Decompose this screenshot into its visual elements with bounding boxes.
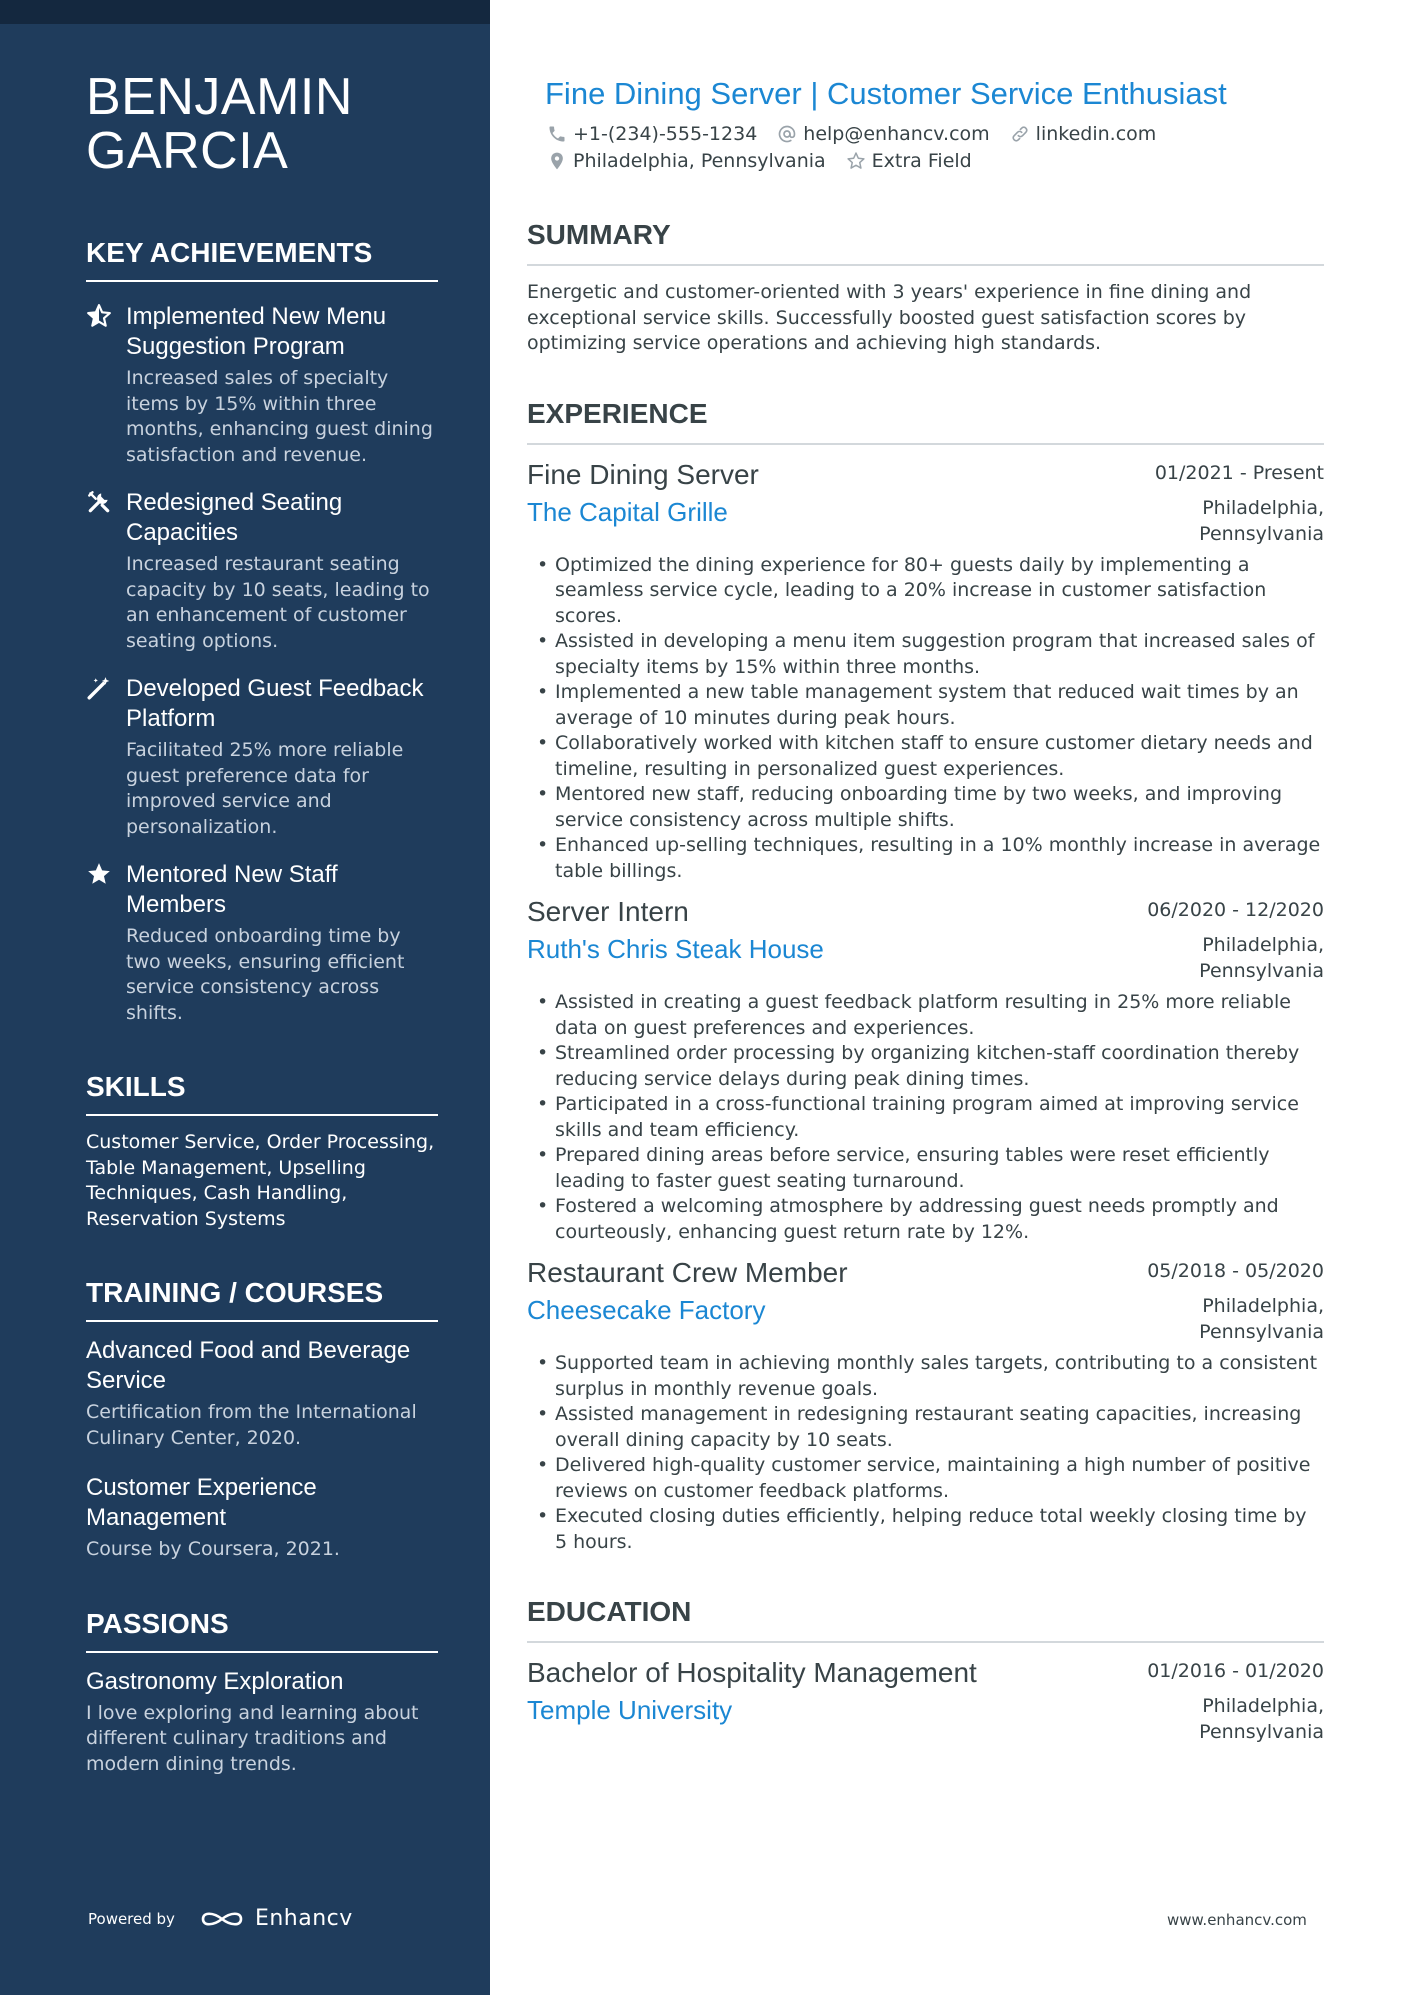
training-heading: TRAINING / COURSES xyxy=(86,1276,438,1322)
job-date: 06/2020 - 12/2020 xyxy=(1147,899,1324,921)
achievement-desc: Increased restaurant seating capacity by 10 seats, leading to an enhancement of customer seating options. xyxy=(126,553,430,652)
degree-title: Bachelor of Hospitality Management xyxy=(527,1657,977,1688)
job-bullet: • Streamlined order processing by organizing kitchen-staff coordination thereby reducing service delays during peak dining times. xyxy=(527,1041,1324,1092)
achievement-title: Implemented New Menu Suggestion Program xyxy=(126,303,387,360)
magic-wand-icon xyxy=(86,675,112,701)
link-item[interactable] xyxy=(1010,123,1157,145)
job-bullet: • Executed closing duties efficiently, helping reduce total weekly closing time by 5 hours. xyxy=(527,1504,1324,1555)
achievement-desc: Increased sales of specialty items by 15% within three months, enhancing guest dining satisfaction and revenue. xyxy=(126,367,433,466)
star-outline-icon xyxy=(846,151,866,171)
summary-heading: SUMMARY xyxy=(527,218,1324,266)
job-entry xyxy=(527,894,1324,1245)
skills-list: Customer Service, Order Processing, Table Management, Upselling Techniques, Cash Handling, Reservation Systems xyxy=(86,1131,435,1230)
job-company: The Capital Grille xyxy=(527,496,728,527)
achievement-desc: Reduced onboarding time by two weeks, ensuring efficient service consistency across shifts. xyxy=(126,925,405,1024)
school-name: Temple University xyxy=(527,1695,733,1725)
job-bullet: • Assisted in developing a menu item suggestion program that increased sales of specialty items by 15% within three months. xyxy=(527,629,1324,680)
powered-by xyxy=(88,1906,353,1932)
enhancv-logo-icon xyxy=(199,1906,245,1932)
summary-text: Energetic and customer-oriented with 3 years' experience in fine dining and exceptional service skills. Successfully boosted guest satisfaction scores by optimizing service operations and achieving high standards. xyxy=(527,281,1252,354)
passion-desc: I love exploring and learning about different culinary traditions and modern dining trends. xyxy=(86,1701,419,1775)
phone-text: +1-(234)-555-1234 xyxy=(573,122,758,145)
education-entry xyxy=(527,1655,1324,1745)
achievement-item xyxy=(86,860,438,1026)
job-title: Fine Dining Server xyxy=(527,458,759,490)
job-bullet: • Collaboratively worked with kitchen staff to ensure customer dietary needs and timeline, resulting in personalized guest experiences. xyxy=(527,731,1324,782)
job-title: Server Intern xyxy=(527,896,689,927)
sidebar xyxy=(0,0,490,1995)
achievement-item xyxy=(86,674,438,840)
passions-section xyxy=(86,1607,438,1778)
extra-text: Extra Field xyxy=(871,149,972,172)
extra-item xyxy=(846,150,972,172)
skills-heading: SKILLS xyxy=(86,1070,438,1116)
location-text: Philadelphia, Pennsylvania xyxy=(573,149,826,172)
education-section xyxy=(527,1595,1324,1745)
star-icon xyxy=(86,861,112,887)
job-date: 01/2021 - Present xyxy=(1154,461,1324,484)
job-company: Cheesecake Factory xyxy=(527,1295,766,1325)
location-pin-icon xyxy=(547,151,567,171)
passion-item xyxy=(86,1667,438,1778)
main-content xyxy=(527,74,1324,1745)
job-date: 05/2018 - 05/2020 xyxy=(1147,1260,1324,1282)
achievement-title: Redesigned Seating Capacities xyxy=(126,489,343,546)
course-desc: Certification from the International Culinary Center, 2020. xyxy=(86,1401,417,1449)
job-location: Philadelphia, Pennsylvania xyxy=(1199,1295,1324,1343)
achievements-heading: KEY ACHIEVEMENTS xyxy=(86,236,438,282)
education-heading: EDUCATION xyxy=(527,1595,1324,1643)
skills-section xyxy=(86,1070,438,1232)
achievement-item xyxy=(86,488,438,654)
education-location: Philadelphia, Pennsylvania xyxy=(1199,1695,1324,1743)
experience-section xyxy=(527,397,1324,1556)
passions-heading: PASSIONS xyxy=(86,1607,438,1653)
star-half-icon xyxy=(86,303,112,329)
achievement-desc: Facilitated 25% more reliable guest preference data for improved service and personalization. xyxy=(126,739,404,838)
achievements-section xyxy=(86,236,438,1026)
job-bullet: • Assisted in creating a guest feedback platform resulting in 25% more reliable data on guest preferences and experiences. xyxy=(527,990,1324,1041)
footer-url[interactable]: www.enhancv.com xyxy=(1167,1911,1307,1929)
course-desc: Course by Coursera, 2021. xyxy=(86,1538,340,1560)
email-text: help@enhancv.com xyxy=(803,122,990,145)
at-icon xyxy=(777,124,797,144)
job-bullet: • Participated in a cross-functional training program aimed at improving service skills and team efficiency. xyxy=(527,1092,1324,1143)
job-company: Ruth's Chris Steak House xyxy=(527,934,824,964)
link-text: linkedin.com xyxy=(1035,122,1157,145)
job-bullet: • Delivered high-quality customer service, maintaining a high number of positive reviews on customer feedback platforms. xyxy=(527,1453,1324,1504)
job-bullet: • Prepared dining areas before service, ensuring tables were reset efficiently leading to faster guest seating turnaround. xyxy=(527,1143,1324,1194)
link-icon xyxy=(1010,124,1030,144)
sidebar-top-bar xyxy=(0,0,490,24)
phone-item[interactable] xyxy=(547,123,757,145)
course-item xyxy=(86,1336,438,1451)
job-bullets xyxy=(527,1351,1324,1555)
job-bullets xyxy=(527,990,1324,1245)
job-location: Philadelphia, Pennsylvania xyxy=(1199,934,1324,982)
phone-icon xyxy=(547,124,567,144)
job-bullet: • Fostered a welcoming atmosphere by addressing guest needs promptly and courteously, enhancing guest return rate by 12%. xyxy=(527,1194,1324,1245)
job-bullet: • Optimized the dining experience for 80+ guests daily by implementing a seamless service cycle, leading to a 20% increase in customer satisfaction scores. xyxy=(527,553,1324,630)
achievement-title: Mentored New Staff Members xyxy=(126,861,338,918)
location-item xyxy=(547,150,826,172)
powered-by-label: Powered by xyxy=(88,1910,175,1928)
job-entry xyxy=(527,457,1324,885)
contact-row xyxy=(547,120,1324,147)
candidate-name: BENJAMIN GARCIA xyxy=(86,68,353,180)
achievement-title: Developed Guest Feedback Platform xyxy=(126,675,424,732)
passion-title: Gastronomy Exploration xyxy=(86,1667,344,1695)
email-item[interactable] xyxy=(777,123,989,145)
job-bullet: • Assisted management in redesigning restaurant seating capacities, increasing overall dining capacity by 10 seats. xyxy=(527,1402,1324,1453)
contact-info xyxy=(547,120,1324,174)
job-title: Restaurant Crew Member xyxy=(527,1257,848,1288)
course-item xyxy=(86,1473,438,1563)
contact-row xyxy=(547,147,1324,174)
experience-heading: EXPERIENCE xyxy=(527,397,1324,445)
job-bullet: • Enhanced up-selling techniques, resulting in a 10% monthly increase in average table billings. xyxy=(527,833,1324,884)
job-bullets xyxy=(527,553,1324,885)
headline: Fine Dining Server | Customer Service Enthusiast xyxy=(545,76,1227,111)
course-title: Advanced Food and Beverage Service xyxy=(86,1337,411,1394)
enhancv-wordmark: Enhancv xyxy=(254,1906,353,1931)
job-bullet: • Supported team in achieving monthly sales targets, contributing to a consistent surplus in monthly revenue goals. xyxy=(527,1351,1324,1402)
course-title: Customer Experience Management xyxy=(86,1474,317,1531)
education-date: 01/2016 - 01/2020 xyxy=(1147,1660,1324,1682)
job-location: Philadelphia, Pennsylvania xyxy=(1199,496,1324,545)
achievement-item xyxy=(86,302,438,468)
summary-section xyxy=(527,218,1324,357)
tools-icon xyxy=(86,489,112,515)
job-bullet: • Mentored new staff, reducing onboarding time by two weeks, and improving service consistency across multiple shifts. xyxy=(527,782,1324,833)
job-bullet: • Implemented a new table management system that reduced wait times by an average of 10 minutes during peak hours. xyxy=(527,680,1324,731)
job-entry xyxy=(527,1255,1324,1555)
training-section xyxy=(86,1276,438,1563)
